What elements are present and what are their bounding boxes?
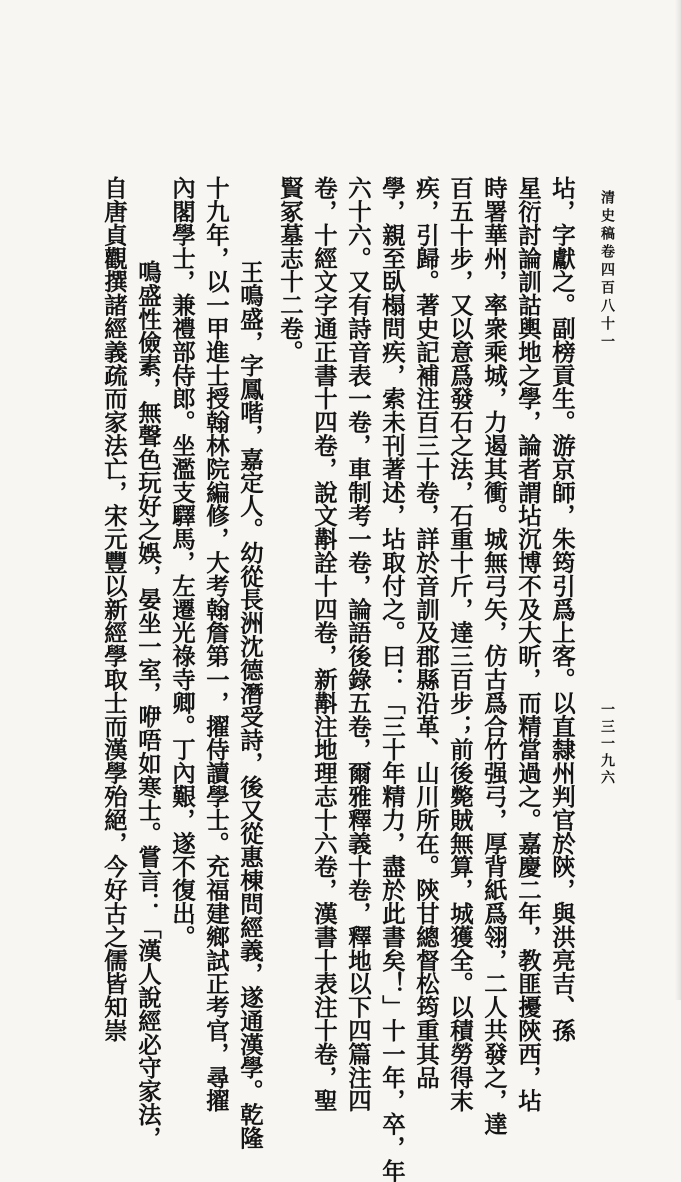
running-header: 清史稿卷四百八十一 — [599, 190, 615, 352]
text-column-13: 鳴盛性儉素，無聲色玩好之娛，晏坐一室，咿唔如寒士。嘗言：「漢人說經必守家法， — [134, 260, 162, 1150]
text-column-11: 十九年，以一甲進士授翰林院編修，大考翰詹第一，擢侍讀學士。充福建鄉試正考官，尋擢 — [202, 176, 230, 1112]
text-column-10: 王鳴盛，字鳳喈，嘉定人。幼從長洲沈德潛受詩，後又從惠棟問經義，遂通漢學。乾隆 — [236, 260, 264, 1150]
text-column-14: 自唐貞觀撰諸經義疏而家法亡，宋元豐以新經學取士而漢學殆絕，今好古之儒皆知崇 — [100, 176, 128, 1042]
text-column-4: 百五十步，又以意爲發石之法，石重十斤，達三百步；前後斃賊無算，城獲全。以積勞得末 — [446, 176, 474, 1112]
text-column-8: 卷，十經文字通正書十四卷，說文斠詮十四卷，新斠注地理志十六卷，漢書十表注十卷，聖 — [310, 176, 338, 1112]
text-column-1: 坫，字獻之。副榜貢生。游京師，朱筠引爲上客。以直隸州判官於陝，與洪亮吉、孫 — [548, 176, 576, 1042]
text-column-2: 星衍討論訓詁輿地之學，論者謂坫沉博不及大昕，而精當過之。嘉慶二年，教匪擾陝西，坫 — [514, 176, 542, 1112]
text-column-6: 學，親至臥榻問疾，索未刊著述，坫取付之。曰：「三十年精力，盡於此書矣！」十一年，卒，年 — [378, 176, 406, 1182]
text-column-12: 內閣學士，兼禮部侍郎。坐濫支驛馬，左遷光祿寺卿。丁內艱，遂不復出。 — [168, 176, 196, 949]
text-column-7: 六十六。又有詩音表一卷，車制考一卷，論語後錄五卷，爾雅釋義十卷，釋地以下四篇注四 — [344, 176, 372, 1112]
text-column-9: 賢冢墓志十二卷。 — [276, 176, 304, 364]
text-column-5: 疾，引歸。著史記補注百三十卷，詳於音訓及郡縣沿革、山川所在。陝甘總督松筠重其品 — [412, 176, 440, 1089]
text-column-3: 時署華州，率衆乘城，力遏其衝。城無弓矢，仿古爲合竹强弓，厚背紙爲翎，二人共發之，達 — [480, 176, 508, 1136]
page-number: 一三一九六 — [599, 702, 615, 787]
scan-edge-shadow — [675, 0, 681, 1000]
